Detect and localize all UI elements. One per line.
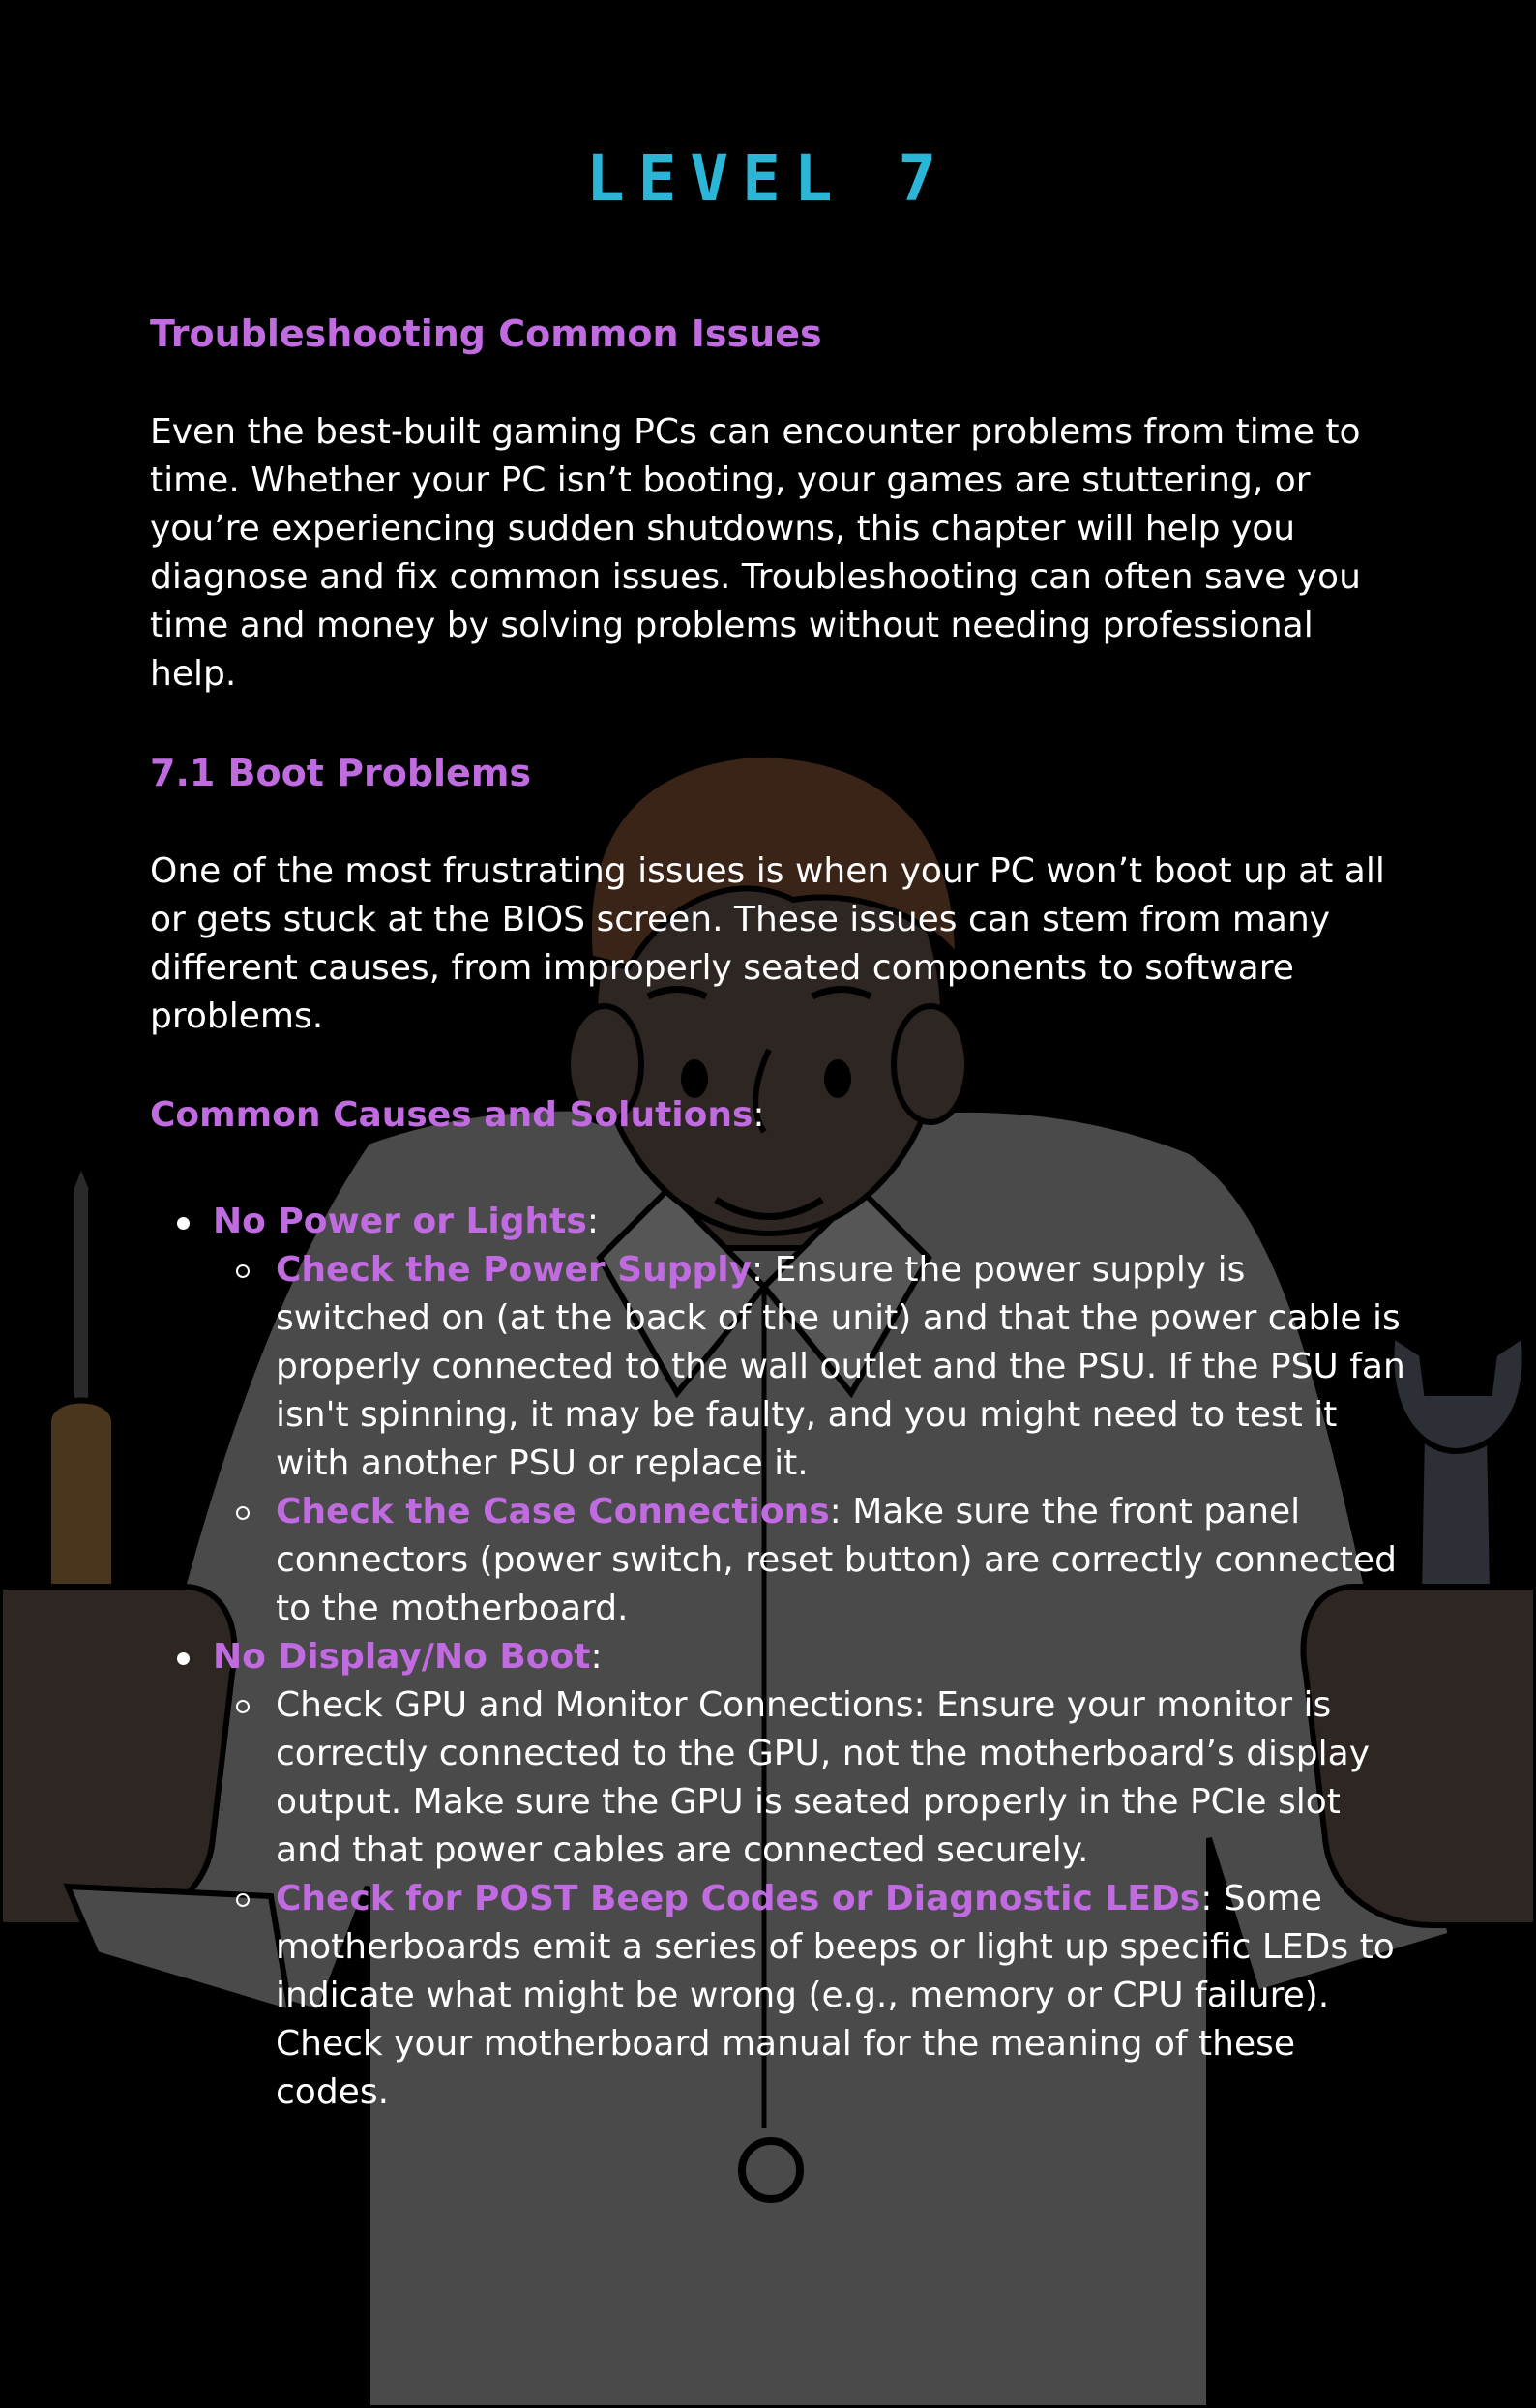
- sub-item-text: : Make sure the front panel connectors (power switch, reset button) are correctly connected to the motherboard.: [276, 1492, 1397, 1628]
- subsection-heading: 7.1 Boot Problems: [150, 752, 532, 794]
- sub-bullet-ring: [236, 1893, 250, 1907]
- causes-heading-line: [150, 1091, 1407, 1140]
- bullet-colon: :: [586, 1202, 599, 1241]
- bullet-title: No Power or Lights: [213, 1202, 587, 1241]
- bullet-colon: :: [590, 1637, 603, 1677]
- boot-paragraph: One of the most frustrating issues is when your PC won’t boot up at all or gets stuck at the BIOS screen. These issues can stem from many different causes, from improperly seated components to software problems.: [150, 851, 1385, 1036]
- sub-item-title: Check the Case Connections: [276, 1492, 830, 1531]
- sub-list-item: [213, 1488, 1407, 1633]
- intro-paragraph: Even the best-built gaming PCs can encounter problems from time to time. Whether your PC isn’t booting, your games are stuttering, or you’re experiencing sudden shutdowns, this chapter will help you diagnose and fix common issues. Troubleshooting can often save you time and money by solving problems without needing professional help.: [150, 412, 1361, 694]
- bullet-dot: [177, 1217, 190, 1230]
- section-heading: Troubleshooting Common Issues: [150, 312, 822, 355]
- sub-bullet-ring: [236, 1506, 250, 1520]
- sub-item-text: : Some motherboards emit a series of beeps or light up specific LEDs to indicate what might be wrong (e.g., memory or CPU failure). Check your motherboard manual for the meaning of these codes.: [276, 1879, 1395, 2112]
- sub-list: [213, 1246, 1407, 1633]
- sub-item-title: Check the Power Supply: [276, 1250, 753, 1290]
- sub-list: [213, 1681, 1407, 2117]
- level-title: LEVEL 7: [585, 141, 951, 216]
- sub-item-text: : Ensure the power supply is switched on (at the back of the unit) and that the power cable is properly connected to the wall outlet and the PSU. If the PSU fan isn't spinning, it may be faulty, and you might need to test it with another PSU or replace it.: [276, 1250, 1405, 1483]
- bullet-title: No Display/No Boot: [213, 1637, 591, 1677]
- sub-list-item: [213, 1681, 1407, 1875]
- bullet-dot: [177, 1652, 190, 1665]
- sub-list-item: [213, 1875, 1407, 2117]
- causes-colon: :: [753, 1095, 765, 1135]
- causes-heading: Common Causes and Solutions: [150, 1095, 753, 1135]
- sub-list-item: [213, 1246, 1407, 1488]
- list-item: [150, 1198, 1407, 1633]
- sub-item-text: Check GPU and Monitor Connections: Ensure your monitor is correctly connected to the GPU, not the motherboard’s display output. Make sure the GPU is seated properly in the PCIe slot and that power cables are connected securely.: [276, 1685, 1371, 1870]
- list-item: [150, 1633, 1407, 2117]
- text-column: [150, 310, 1407, 2117]
- sub-item-title: Check for POST Beep Codes or Diagnostic LEDs: [276, 1879, 1201, 1918]
- causes-list: [150, 1198, 1407, 2117]
- sub-bullet-ring: [236, 1700, 250, 1713]
- sub-bullet-ring: [236, 1264, 250, 1278]
